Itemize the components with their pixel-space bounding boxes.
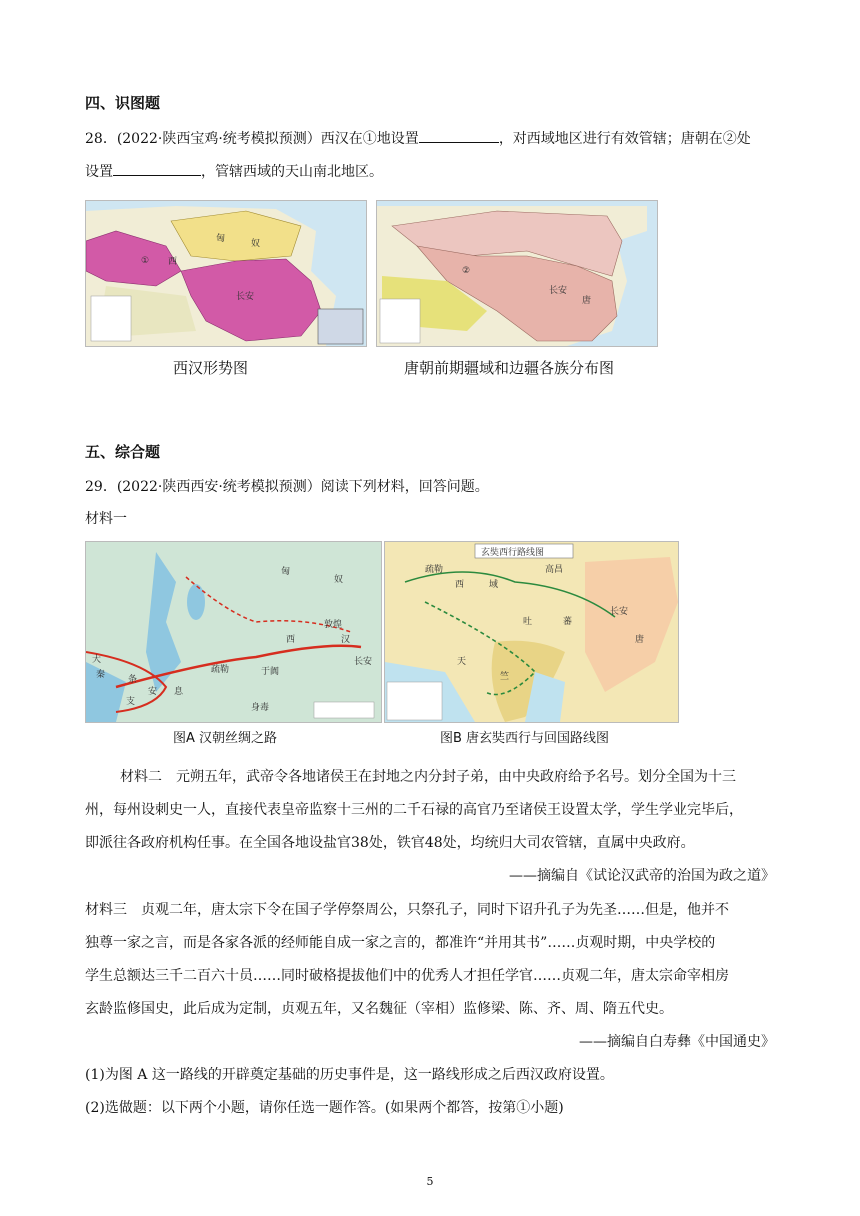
material2-line-3: 即派往各政府机构任事。在全国各地设盐官38处，铁官48处，均统归大司农管辖，直属中央政府。: [85, 835, 695, 851]
silk-road-map-image: [86, 542, 381, 722]
question-28-line2: [85, 161, 383, 181]
mapA-label-2: 西: [286, 635, 296, 645]
mapA-label-9: 身毒: [251, 703, 270, 713]
mapA-label-5: 大: [92, 655, 102, 665]
material3-line-3: 学生总额达三千二百六十员……同时破格提拔他们中的优秀人才担任学官……贞观二年，唐太宗命宰相房: [85, 968, 729, 984]
tang-dynasty-map: [376, 200, 658, 347]
tang-dynasty-map-image: [377, 201, 657, 346]
q28-text-a: 28．(2022·陕西宝鸡·统考模拟预测）西汉在①地设置: [85, 131, 419, 147]
map1-caption: 西汉形势图: [173, 359, 249, 377]
mapA-label-0: 匈: [281, 567, 291, 577]
xuanzang-route-map-image: [385, 542, 678, 722]
map1-label-1: 奴: [251, 239, 261, 249]
western-han-map: [85, 200, 367, 347]
map1-label-2: ①: [141, 256, 150, 266]
mapB-label-3: 蕃: [563, 617, 573, 627]
mapB-label-0: 西: [455, 580, 465, 590]
mapB-label-8: 高昌: [545, 565, 564, 575]
map2-label-0: ②: [462, 266, 471, 276]
mapB-label-6: 天: [457, 657, 467, 667]
mapA-caption: 图A 汉朝丝绸之路: [173, 731, 278, 746]
material3-line-4: 玄龄监修国史，此后成为定制，贞观五年，又名魏征（宰相）监修梁、陈、齐、周、隋五代史。: [85, 1001, 673, 1017]
mapA-label-3: 汉: [341, 635, 351, 645]
map2-label-1: 长安: [549, 286, 568, 296]
material3-line-1: 材料三 贞观二年，唐太宗下令在国子学停祭周公，只祭孔子，同时下诏升孔子为先圣……但是，他并不: [85, 902, 729, 918]
material2-line-2: 州，每州设刺史一人，直接代表皇帝监察十三州的二千石禄的高官乃至诸侯王设置太学，学生学业完毕后，: [85, 802, 743, 818]
mapA-label-10: 条: [128, 675, 138, 685]
question-28-line1: [85, 128, 751, 148]
mapA-label-4: 长安: [354, 657, 373, 667]
mapB-label-2: 吐: [523, 617, 533, 627]
page-number: 5: [426, 1175, 434, 1188]
question-29-2: (2)选做题：以下两个小题，请你任选一题作答。(如果两个都答，按第①小题): [85, 1100, 564, 1116]
mapB-label-7: 竺: [500, 672, 510, 682]
mapB-label-5: 唐: [635, 635, 645, 645]
mapA-label-1: 奴: [334, 575, 344, 585]
mapA-label-6: 秦: [96, 670, 106, 680]
question-29-1: (1)为图 A 这一路线的开辟奠定基础的历史事件是，这一路线形成之后西汉政府设置。: [85, 1067, 614, 1083]
section-title-4: 四、识图题: [85, 94, 161, 112]
map2-caption: 唐朝前期疆域和边疆各族分布图: [404, 359, 615, 377]
map2-label-2: 唐: [582, 296, 592, 306]
mapB-caption: 图B 唐玄奘西行与回国路线图: [440, 731, 610, 746]
mapA-label-11: 支: [126, 697, 136, 707]
map1-label-3: 西: [168, 257, 178, 267]
material3-source: ——摘编自白寿彝《中国通史》: [579, 1034, 775, 1050]
silk-road-map: [85, 541, 382, 723]
mapB-label-1: 域: [489, 580, 499, 590]
answer-blank-2[interactable]: [113, 161, 201, 176]
xuanzang-route-map: [384, 541, 679, 723]
western-han-map-image: [86, 201, 366, 346]
mapA-label-12: 疏勒: [211, 665, 230, 675]
question-29-intro: 29．(2022·陕西西安·统考模拟预测）阅读下列材料，回答问题。: [85, 479, 489, 495]
map1-label-4: 长安: [236, 292, 255, 302]
material1-title: 材料一: [85, 511, 127, 527]
q28-text-b: ，对西域地区进行有效管辖；唐朝在②处: [498, 131, 751, 147]
mapB-title: 玄奘西行路线图: [481, 548, 545, 558]
mapA-label-8: 息: [174, 687, 184, 697]
mapA-label-14: 敦煌: [324, 620, 343, 630]
material3-line-2: 独尊一家之言，而是各家各派的经师能自成一家之言的，都准许“并用其书”……贞观时期，中央学校的: [85, 935, 716, 951]
map1-label-0: 匈: [216, 234, 226, 244]
q28-text-c: 设置: [85, 164, 113, 180]
mapA-label-13: 于阗: [261, 667, 280, 677]
answer-blank-1[interactable]: [419, 128, 499, 143]
q28-text-d: ，管辖西域的天山南北地区。: [201, 164, 383, 180]
mapB-label-4: 长安: [610, 607, 629, 617]
mapB-label-9: 疏勒: [425, 565, 444, 575]
material2-line-1: 材料二 元朔五年，武帝令各地诸侯王在封地之内分封子弟，由中央政府给予名号。划分全国为十三: [120, 769, 736, 785]
section-title-5: 五、综合题: [85, 443, 161, 461]
mapA-label-7: 安: [148, 687, 158, 697]
material2-source: ——摘编自《试论汉武帝的治国为政之道》: [509, 868, 775, 884]
